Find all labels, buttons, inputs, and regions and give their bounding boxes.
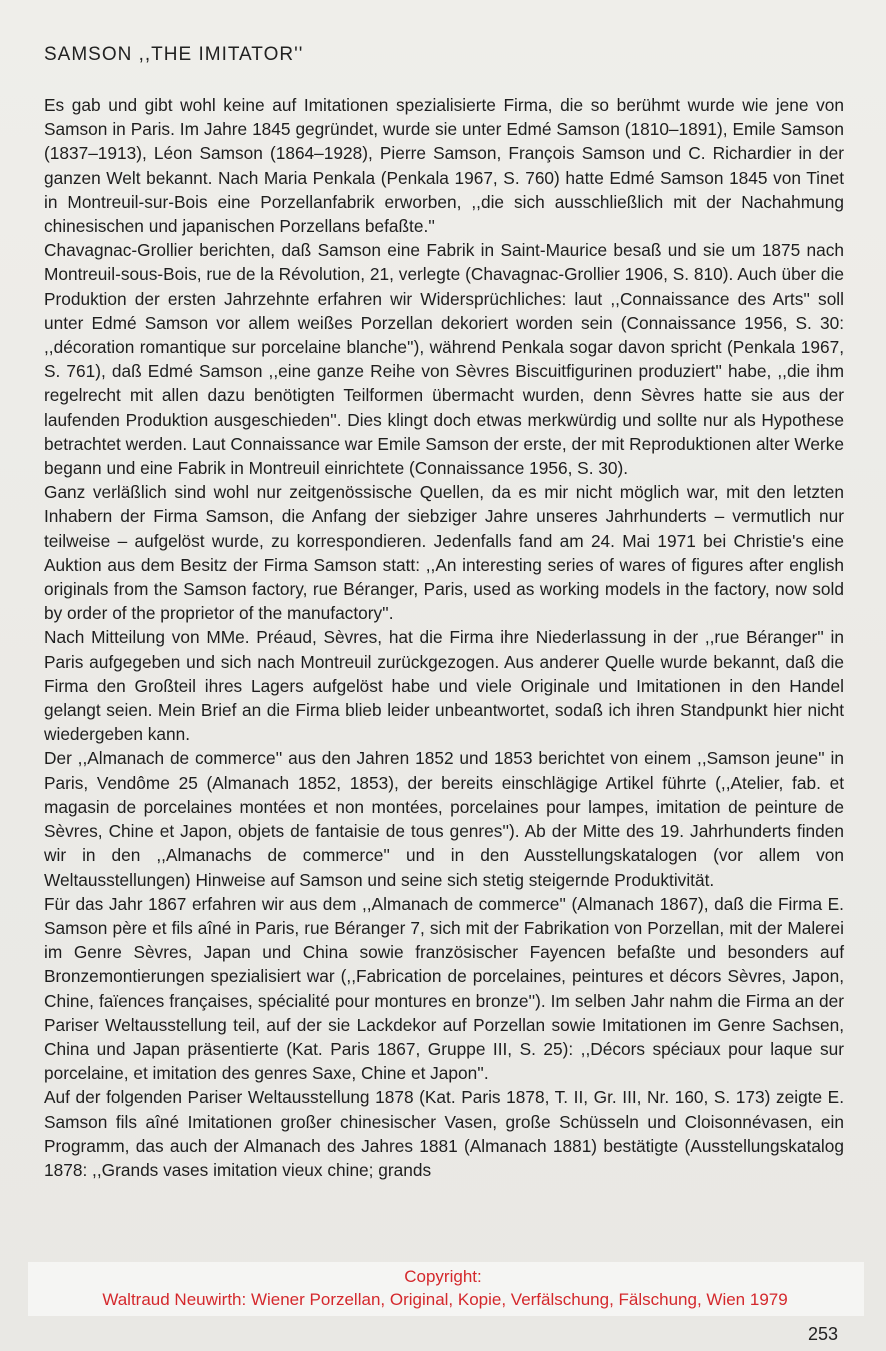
copyright-source: Waltraud Neuwirth: Wiener Porzellan, Original, Kopie, Verfälschung, Fälschung, Wien 1979 (102, 1290, 788, 1309)
copyright-label: Copyright: (404, 1267, 482, 1286)
paragraph: Nach Mitteilung von MMe. Préaud, Sèvres, hat die Firma ihre Niederlassung in der ,,rue Béranger'' in Paris aufgegeben und sich nach Montreuil zurückgezogen. Aus anderer Quelle wurde bekannt, daß die Firma den Großteil ihres Lagers aufgelöst habe und viele Originale und Imitationen in den Handel gelangt seien. Mein Brief an die Firma blieb leider unbeantwortet, sodaß ich ihren Standpunkt hier nicht wiedergeben kann. (44, 627, 844, 745)
paragraph: Für das Jahr 1867 erfahren wir aus dem ,,Almanach de commerce'' (Almanach 1867), daß die Firma E. Samson père et fils aîné in Paris, rue Béranger 7, sich mit der Fabrikation von Porzellan, mit der Malerei im Genre Sèvres, Japan und China sowie französischer Fayencen befaßte und besonders auf Bronzemontierungen spezialisiert war (,,Fabrication de porcelaines, peintures et décors Sèvres, Japon, Chine, faïences françaises, spécialité pour montures en bronze''). Im selben Jahr nahm die Firma an der Pariser Weltausstellung teil, auf der sie Lackdekor auf Porzellan sowie Imitationen im Genre Sachsen, China und Japan präsentierte (Kat. Paris 1867, Gruppe III, S. 25): ,,Décors spéciaux pour laque sur porcelaine, et imitation des genres Saxe, Chine et Japon''. (44, 893, 844, 1084)
paragraph: Der ,,Almanach de commerce'' aus den Jahren 1852 und 1853 berichtet von einem ,,Samson jeune'' in Paris, Vendôme 25 (Almanach 1852, 1853), der bereits einschlägige Artikel führte (,,Atelier, fab. et magasin de porcelaines montées et non montées, porcelaines pour lampes, imitation de peinture de Sèvres, Chine et Japon, objets de fantaisie de tous genres''). Ab der Mitte des 19. Jahrhunderts finden wir in den ,,Almanachs de commerce'' und in den Ausstellungskatalogen (vor allem von Weltausstellungen) Hinweise auf Samson und seine sich stetig steigernde Produktivität. (44, 748, 844, 890)
paragraph: Es gab und gibt wohl keine auf Imitationen spezialisierte Firma, die so berühmt wurde wie jene von Samson in Paris. Im Jahre 1845 gegründet, wurde sie unter Edmé Samson (1810–1891), Emile Samson (1837–1913), Léon Samson (1864–1928), Pierre Samson, François Samson und C. Richardier in der ganzen Welt bekannt. Nach Maria Penkala (Penkala 1967, S. 760) hatte Edmé Samson 1845 von Tinet in Montreuil-sur-Bois eine Porzellanfabrik erworben, ,,die sich ausschließlich mit der Nachahmung chinesischen und japanischen Porzellans befaßte.'' (44, 95, 844, 237)
body-text (44, 93, 844, 1182)
paragraph: Auf der folgenden Pariser Weltausstellung 1878 (Kat. Paris 1878, T. II, Gr. III, Nr. 160, S. 173) zeigte E. Samson fils aîné Imitationen großer chinesischer Vasen, große Schüsseln und Cloisonnévasen, ein Programm, das auch der Almanach des Jahres 1881 (Almanach 1881) bestätigte (Ausstellungskatalog 1878: ,,Grands vases imitation vieux chine; grands (44, 1087, 844, 1180)
paragraph: Chavagnac-Grollier berichten, daß Samson eine Fabrik in Saint-Maurice besaß und sie um 1875 nach Montreuil-sous-Bois, rue de la Révolution, 21, verlegte (Chavagnac-Grollier 1906, S. 810). Auch über die Produktion der ersten Jahrzehnte erfahren wir Widersprüchliches: laut ,,Connaissance des Arts'' soll unter Edmé Samson vor allem weißes Porzellan dekoriert worden sein (Connaissance 1956, S. 30: ,,décoration romantique sur porcelaine blanche''), während Penkala sogar davon spricht (Penkala 1967, S. 761), daß Edmé Samson ,,eine ganze Reihe von Sèvres Biscuitfigurinen produziert'' habe, ,,die ihm regelrecht mit allen dazu benötigten Teilformen übermacht wurden, denn Sèvres hatte sie aus der laufenden Produktion ausgeschieden''. Dies klingt doch etwas merkwürdig und sollte nur als Hypothese betrachtet werden. Laut Connaissance war Emile Samson der erste, der mit Reproduktionen alter Werke begann und eine Fabrik in Montreuil einrichtete (Connaissance 1956, S. 30). (44, 240, 844, 479)
section-heading: SAMSON ,,THE IMITATOR'' (44, 44, 304, 65)
paragraph: Ganz verläßlich sind wohl nur zeitgenössische Quellen, da es mir nicht möglich war, mit den letzten Inhabern der Firma Samson, die Anfang der siebziger Jahre unseres Jahrhunderts – vermutlich nur teilweise – aufgelöst wurde, zu korrespondieren. Jedenfalls fand am 24. Mai 1971 bei Christie's eine Auktion aus dem Besitz der Firma Samson statt: ,,An interesting series of wares of figures after english originals from the Samson factory, rue Béranger, Paris, used as working models in the factory, now sold by order of the proprietor of the manufactory''. (44, 482, 844, 624)
page-number: 253 (807, 1324, 838, 1344)
